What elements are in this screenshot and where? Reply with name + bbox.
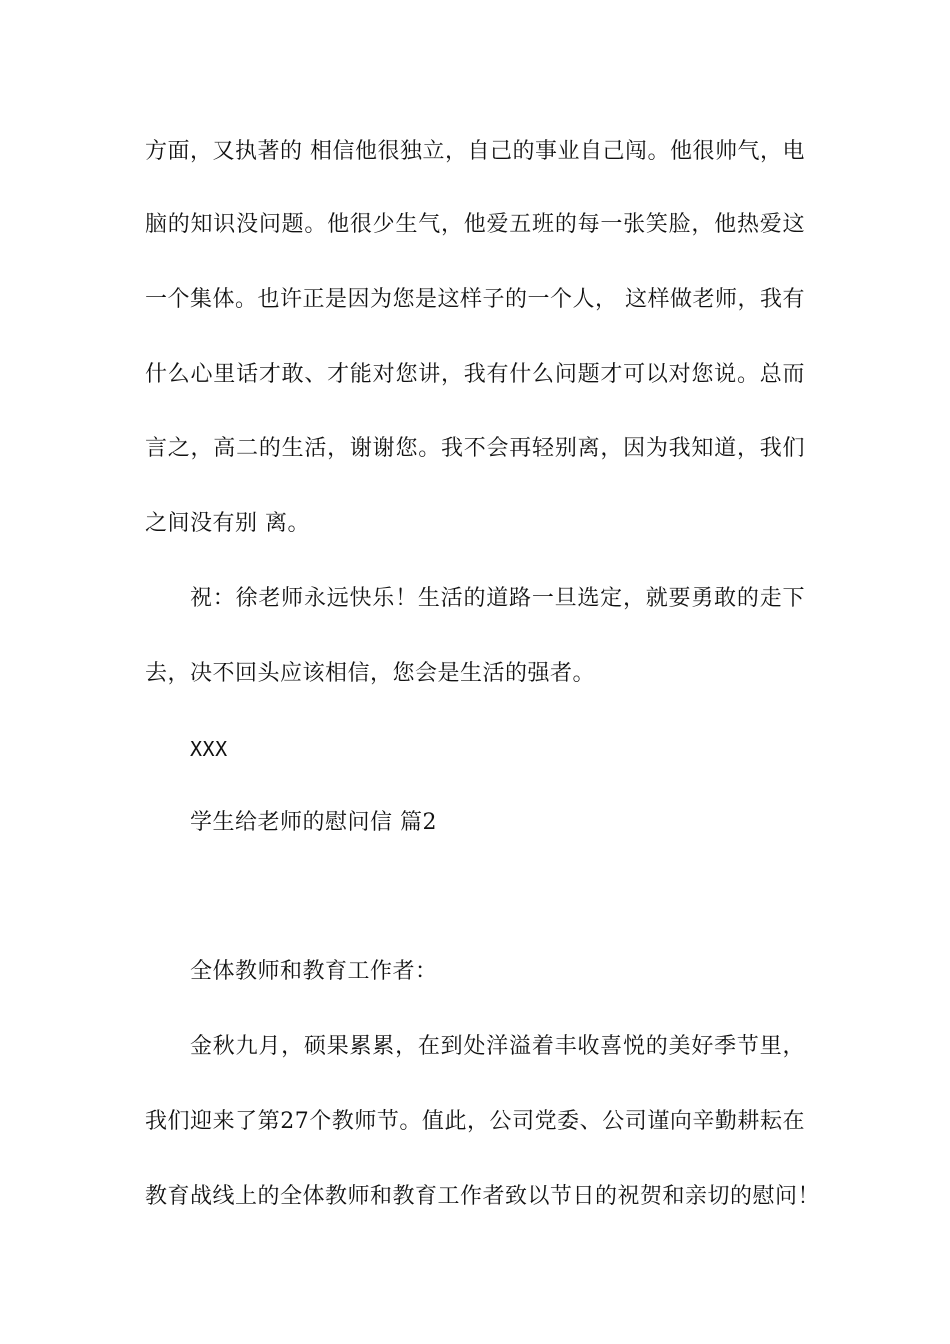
paragraph-line: 一个集体。也许正是因为您是这样子的一个人， 这样做老师，我有 [145, 287, 805, 312]
paragraph-line: 言之，高二的生活，谢谢您。我不会再轻别离，因为我知道，我们 [145, 436, 805, 461]
salutation: 全体教师和教育工作者： [190, 959, 438, 984]
section-title: 学生给老师的慰问信 篇2 [190, 810, 437, 835]
signature: XXX [190, 737, 228, 761]
paragraph-line: 我们迎来了第27个教师节。值此，公司党委、公司谨向辛勤耕耘在 [145, 1109, 805, 1134]
wish-line: 去，决不回头应该相信，您会是生活的强者。 [145, 661, 596, 686]
paragraph-line: 金秋九月，硕果累累，在到处洋溢着丰收喜悦的美好季节里， [190, 1034, 805, 1059]
wish-line: 祝：徐老师永远快乐！生活的道路一旦选定，就要勇敢的走下 [190, 586, 805, 611]
paragraph-line: 之间没有别 离。 [145, 511, 310, 536]
paragraph-line: 什么心里话才敢、才能对您讲，我有什么问题才可以对您说。总而 [145, 362, 805, 387]
paragraph-line: 脑的知识没问题。他很少生气，他爱五班的每一张笑脸，他热爱这 [145, 212, 805, 237]
paragraph-line: 教育战线上的全体教师和教育工作者致以节日的祝贺和亲切的慰问！ [145, 1184, 821, 1209]
paragraph-line: 方面，又执著的 相信他很独立，自己的事业自己闯。他很帅气，电 [145, 139, 805, 164]
